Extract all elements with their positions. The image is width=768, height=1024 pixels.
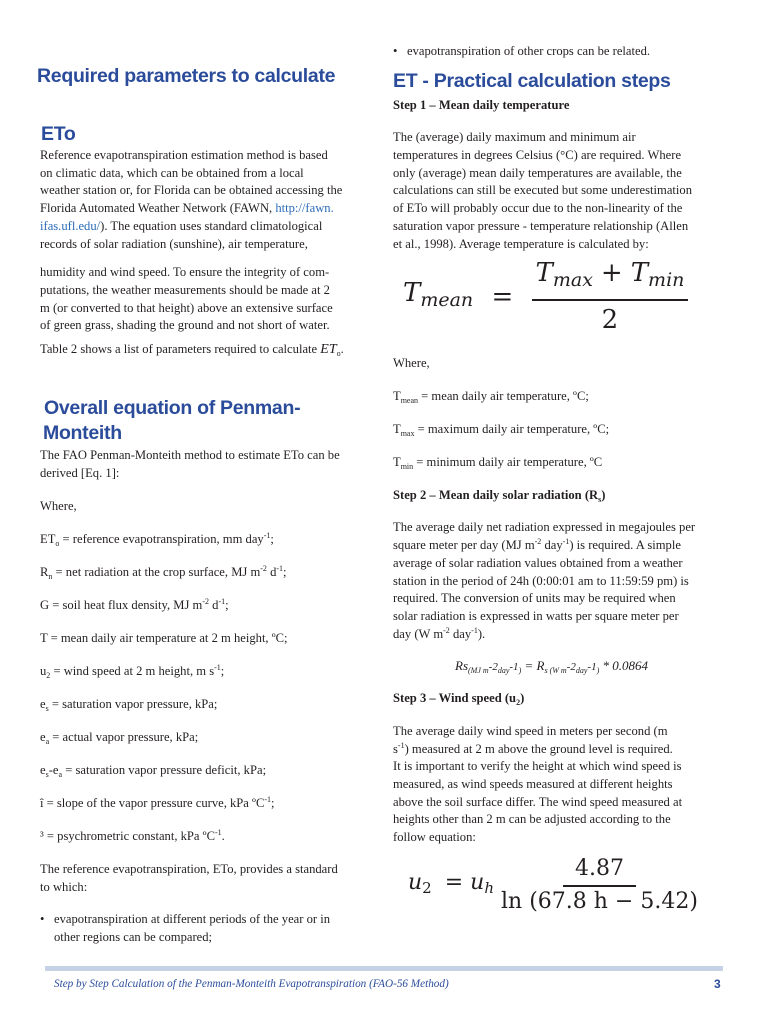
eq-u2-denominator: ln (67.8 h − 5.42)	[501, 889, 698, 914]
heading-monteith: Monteith	[43, 422, 122, 444]
fawn-link-cont[interactable]: ifas.ufl.edu/	[40, 219, 101, 233]
step2-title-end: )	[601, 488, 606, 502]
step2-line-4: station in the period of 24h (0:00:01 am to 11:59:59 pm) is	[393, 574, 689, 588]
step1-line-3: only (average) mean daily temperatures are available, the	[393, 166, 682, 180]
step3-line-7: follow equation:	[393, 830, 476, 844]
def-sup: -1	[214, 663, 221, 672]
def-symbol: î	[40, 796, 44, 810]
step2-line-2	[393, 537, 681, 555]
def-mid0: -e	[48, 763, 59, 777]
step2-line-1: The average daily net radiation expressed in megajoules per	[393, 520, 696, 534]
intro-line-9: m (or converted to that height) above an extensive surface	[40, 301, 333, 315]
def-text: = wind speed at 2 m height, m s	[50, 664, 215, 678]
def-sup: -1	[214, 828, 222, 837]
eq-equals-uh: = u	[444, 870, 485, 895]
def-sub: n	[48, 572, 53, 581]
rs-b-sub-5: )	[596, 666, 600, 675]
def-symbol: R	[40, 565, 49, 579]
footer-title: Step by Step Calculation of the Penman-Monteith Evapotranspiration (FAO-56 Method)	[54, 978, 449, 990]
pm-line-1: The FAO Penman-Monteith method to estimate ETo can be	[40, 448, 340, 462]
step3-line-2	[393, 741, 673, 759]
eq-num-a-sub: max	[552, 269, 593, 291]
table-ref-end: .	[340, 342, 344, 356]
rs-equals-r: = R	[521, 658, 545, 673]
step3-title-sub: 2	[516, 698, 521, 707]
step3-title-text: Step 3 – Wind speed (u	[393, 691, 517, 705]
def-symbol: u	[40, 664, 47, 678]
step-3-title	[393, 690, 524, 708]
step3-line-1: The average daily wind speed in meters per second (m	[393, 724, 668, 738]
eq-lhs-sub: mean	[420, 289, 474, 311]
def-u2	[40, 663, 224, 681]
intro-line-10: of green grass, shading the ground and not short of water.	[40, 318, 330, 332]
def-sub: a	[45, 737, 50, 746]
intro-line-8: putations, the weather measurements should be made at 2	[40, 283, 330, 297]
fawn-link[interactable]: http://fawn.	[275, 201, 334, 215]
def-text: = reference evapotranspiration, mm day	[59, 532, 264, 546]
intro-line-7: humidity and wind speed. To ensure the integrity of com-	[40, 265, 330, 279]
step3-title-end: )	[520, 691, 525, 705]
def-text: = actual vapor pressure, kPa;	[49, 730, 199, 744]
rs-sub-4: -1	[509, 661, 519, 673]
def-text: = slope of the vapor pressure curve, kPa ºC	[43, 796, 265, 810]
def-symbol: e	[40, 730, 46, 744]
rs-factor: * 0.0864	[599, 658, 648, 673]
intro-line-4	[40, 200, 334, 218]
step-2-title	[393, 487, 605, 505]
step3-line-2-b: ) measured at 2 m above the ground level is required.	[404, 742, 673, 756]
step1-line-7: et al., 1998). Average temperature is calculated by:	[393, 237, 649, 251]
rs-sub-2: -2	[488, 661, 498, 673]
rs-symbol: Rs	[455, 658, 468, 673]
def-text: = net radiation at the crop surface, MJ m	[52, 565, 261, 579]
rs-b-sub-4: -1	[587, 661, 597, 673]
def-symbol: G	[40, 598, 50, 612]
def-text: = psychrometric constant, kPa ºC	[43, 829, 215, 843]
def-t	[40, 630, 288, 648]
def-ea	[40, 729, 198, 747]
tdef-symbol: T	[393, 455, 401, 469]
eq-u2-lhs	[408, 870, 432, 901]
eq-numerator	[532, 258, 689, 301]
step3-line-6: heights other than 2 m can be adjusted according to the	[393, 812, 671, 826]
step2-line-7-sup: -2	[443, 626, 450, 635]
def-end: ;	[225, 598, 229, 612]
def-sup: -1	[264, 795, 272, 804]
eq-num-b: T	[630, 258, 649, 288]
step1-line-2: temperatures in degrees Celsius (°C) are required. Where	[393, 148, 682, 162]
bullet-1-line-1: evapotranspiration at different periods of the year or in	[54, 912, 331, 926]
step2-line-7-a: day (W m	[393, 627, 444, 641]
step2-line-7-b-sup: -1	[471, 626, 478, 635]
pm-line-2: derived [Eq. 1]:	[40, 466, 120, 480]
step2-title-sub: s	[598, 495, 602, 504]
step2-line-7-b: day	[449, 627, 472, 641]
def-sup2: -1	[276, 564, 284, 573]
rs-sub-3: day	[497, 666, 510, 675]
rs-b-sub-1: s (W m	[544, 666, 567, 675]
def-symbol: e	[40, 763, 46, 777]
step2-line-5: required. The conversion of units may be required when	[393, 591, 676, 605]
def-symbol: e	[40, 697, 46, 711]
step2-line-2-c: ) is required. A simple	[569, 538, 681, 552]
eq-equals: =	[491, 281, 514, 312]
tdef-symbol: T	[393, 389, 401, 403]
eq-num-a: T	[535, 258, 553, 288]
def-sub: o	[55, 539, 60, 548]
tdef-sub: min	[400, 462, 414, 471]
tdef-symbol: T	[393, 422, 401, 436]
step1-line-5: of ETo will probably occur due to the non-linearity of the	[393, 201, 683, 215]
def-symbol: ³	[40, 829, 44, 843]
def-end: ;	[220, 664, 225, 678]
table-ref-text: Table 2 shows a list of parameters required to calculate	[40, 342, 321, 356]
step3-line-2-a: s	[393, 742, 398, 756]
table-ref-sub: o	[336, 349, 341, 358]
eq-uh-sub: h	[484, 879, 494, 897]
tdef-text: = minimum daily air temperature, ºC	[413, 455, 603, 469]
def-sup: -1	[263, 531, 271, 540]
eq-plus: +	[600, 258, 623, 288]
eq-u-symbol: u	[408, 870, 423, 895]
eq-denominator: 2	[601, 305, 619, 335]
heading-eto: ETo	[41, 123, 76, 145]
heading-practical-steps: ET - Practical calculation steps	[393, 70, 671, 92]
step2-line-2-a: square meter per day (MJ m	[393, 538, 535, 552]
step2-line-2-b-sup: -1	[562, 537, 570, 546]
def-g	[40, 597, 229, 615]
table-ref	[40, 341, 344, 359]
eq-u2-numerator: 4.87	[563, 856, 636, 887]
step2-line-6: solar radiation is expressed in watts per square meter per	[393, 609, 679, 623]
step3-line-5: above the soil surface differ. The wind speed measured at	[393, 795, 683, 809]
bullet-2-text: evapotranspiration of other crops can be related.	[407, 44, 651, 58]
where-right: Where,	[393, 356, 430, 370]
step1-line-4: calculations can still be executed but some underestimation	[393, 183, 693, 197]
heading-overall-equation: Overall equation of Penman-	[44, 397, 301, 419]
def-end: .	[221, 829, 225, 843]
def-es-ea	[40, 762, 266, 780]
bullet-1-line-2: other regions can be compared;	[54, 930, 213, 944]
intro-line-1: Reference evapotranspiration estimation method is based	[40, 148, 328, 162]
def-sub: s	[45, 704, 49, 713]
def-slope	[40, 795, 275, 813]
def-mid: d	[208, 598, 219, 612]
step2-line-2-sup: -2	[534, 537, 542, 546]
heading-required-parameters: Required parameters to calculate	[37, 65, 336, 87]
step2-title-text: Step 2 – Mean daily solar radiation (R	[393, 488, 599, 502]
tdef-sub: mean	[400, 396, 419, 405]
equation-u2	[408, 856, 698, 915]
tdef-mean	[393, 388, 589, 406]
step3-line-3: It is important to verify the height at which wind speed is	[393, 759, 682, 773]
tdef-text: = mean daily air temperature, ºC;	[418, 389, 589, 403]
intro-line-4-text: Florida Automated Weather Network (FAWN,	[40, 201, 276, 215]
tdef-text: = maximum daily air temperature, ºC;	[414, 422, 610, 436]
table-ref-et: ET	[320, 342, 337, 357]
rs-b-sub-2: -2	[566, 661, 576, 673]
footer-divider	[45, 966, 723, 971]
def-sub: s	[45, 770, 49, 779]
def-text: = mean daily air temperature at 2 m height, ºC;	[47, 631, 288, 645]
step2-line-7-c: ).	[477, 627, 486, 641]
intro-line-5	[40, 218, 322, 236]
rs-sub-1: (MJ m	[468, 666, 489, 675]
eq-num-b-sub: min	[648, 269, 685, 291]
step2-line-3: average of solar radiation values obtained from a weather	[393, 556, 683, 570]
eq-tmean-fraction	[532, 258, 689, 335]
where-left: Where,	[40, 499, 77, 513]
def-text: = saturation vapor pressure deficit, kPa;	[62, 763, 267, 777]
step3-line-4: measured, as wind speeds measured at different heights	[393, 777, 673, 791]
bullet-icon: •	[393, 44, 398, 58]
step-1-title: Step 1 – Mean daily temperature	[393, 98, 570, 112]
intro-line-6: records of solar radiation (sunshine), air temperature,	[40, 237, 308, 251]
tdef-max	[393, 421, 609, 439]
def-text: = saturation vapor pressure, kPa;	[48, 697, 218, 711]
def-symbol: ET	[40, 532, 56, 546]
step1-line-6: saturation vapor pressure - temperature relationship (Allen	[393, 219, 689, 233]
rs-b-sub-3: day	[575, 666, 588, 675]
step2-line-2-b: day	[541, 538, 563, 552]
def-symbol: T	[40, 631, 48, 645]
def-sup2: -1	[218, 597, 226, 606]
intro-line-3: weather station or, for Florida can be obtained accessing the	[40, 183, 343, 197]
eq-tmean-lhs	[403, 278, 473, 315]
step1-line-1: The (average) daily maximum and minimum air	[393, 130, 636, 144]
def-sub: 2	[46, 671, 51, 680]
bullet-icon: •	[40, 912, 45, 926]
tdef-min	[393, 454, 602, 472]
intro-line-2: on climatic data, which can be obtained from a local	[40, 166, 304, 180]
page-number: 3	[714, 977, 721, 991]
def-sub0: a	[58, 770, 63, 779]
def-es	[40, 696, 217, 714]
def-eto	[40, 531, 274, 549]
def-rn	[40, 564, 287, 582]
tdef-sub: max	[400, 429, 415, 438]
eq-lhs-symbol: T	[403, 278, 421, 308]
eq-u-sub: 2	[422, 879, 432, 897]
equation-rs	[455, 657, 648, 675]
rs-sub-5: )	[518, 666, 522, 675]
eq-u2-fraction	[501, 856, 698, 915]
standard-line-2: to which:	[40, 880, 88, 894]
def-sup: -2	[260, 564, 267, 573]
step2-line-7	[393, 626, 485, 644]
def-end: ;	[270, 532, 274, 546]
def-sup: -2	[202, 597, 209, 606]
def-mid: d	[266, 565, 277, 579]
equation-tmean	[403, 258, 688, 335]
def-text: = soil heat flux density, MJ m	[49, 598, 203, 612]
def-psychrometric	[40, 828, 225, 846]
def-end: ;	[283, 565, 287, 579]
eq-u2-equals	[439, 870, 494, 901]
step3-line-2-sup: -1	[397, 741, 405, 750]
def-end: ;	[271, 796, 275, 810]
intro-line-5-text: ). The equation uses standard climatological	[100, 219, 323, 233]
standard-line-1: The reference evapotranspiration, ETo, provides a standard	[40, 862, 338, 876]
